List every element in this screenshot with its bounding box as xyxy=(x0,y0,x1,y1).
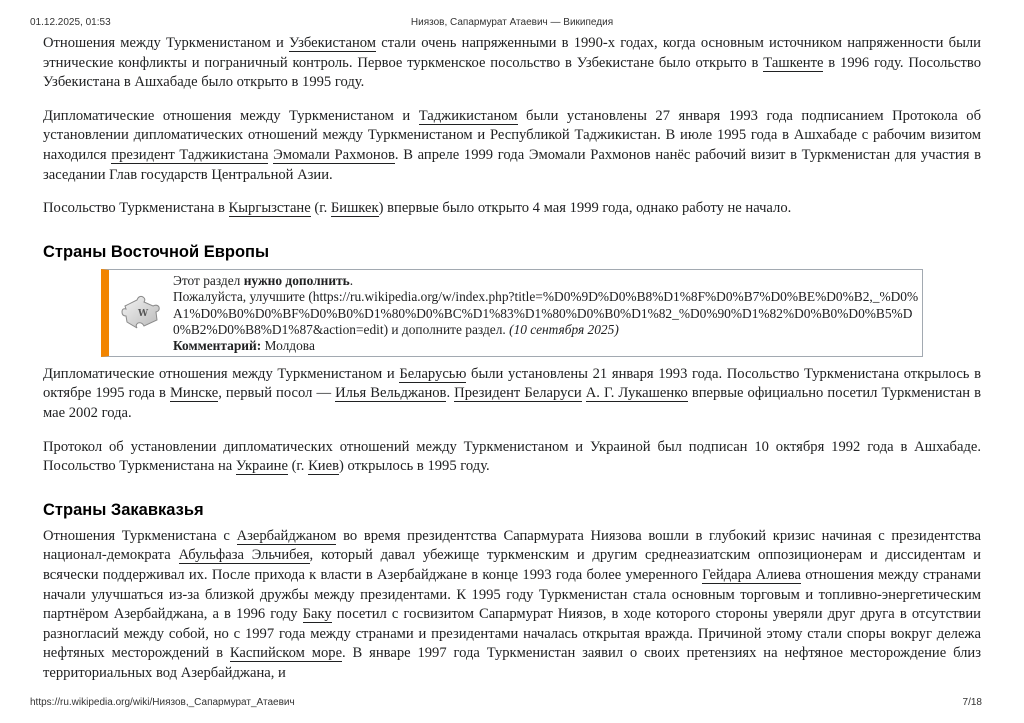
link-heydar-aliyev[interactable]: Гейдара Алиева xyxy=(702,566,801,583)
paragraph-kyrgyzstan: Посольство Туркменистана в Кыргызстане (г. Бишкек) впервые было открыто 4 мая 1999 года, однако работу не начало. xyxy=(43,200,792,217)
link-lukashenko[interactable]: А. Г. Лукашенко xyxy=(585,385,688,402)
print-footer xyxy=(0,697,1024,711)
print-page-number: 7/18 xyxy=(962,697,982,708)
link-kiev[interactable]: Киев xyxy=(308,458,339,475)
link-minsk[interactable]: Минске xyxy=(169,385,219,402)
notice-comment-value: Молдова xyxy=(261,338,315,354)
article-content xyxy=(43,34,981,697)
notice-edit-request[interactable]: Пожалуйста, улучшите (https://ru.wikipedia.org/w/index.php?title=%D0%9D%D0%B8%D1%8F%D0%B7%D0%BE%D0%B2,_%D0%A1%D0%B0%D0%BF%D0%B0%D1%80%D0%BC%D1%83%D1%80%D0%B0%D1%82_%D0%90%D1%82%D0%B0%D0%B5%D0%B2%D0%B8%D1%87&action=edit) и дополните раздел. xyxy=(173,289,919,337)
print-datetime: 01.12.2025, 01:53 xyxy=(30,17,111,28)
link-belarus[interactable]: Беларусью xyxy=(399,365,467,382)
link-tajikistan[interactable]: Таджикистаном xyxy=(418,107,518,124)
link-ukraine[interactable]: Украине xyxy=(235,458,288,475)
link-azerbaijan[interactable]: Азербайджаном xyxy=(236,527,337,544)
svg-text:W: W xyxy=(138,308,149,319)
link-emomali-rahmonov[interactable]: Эмомали Рахмонов xyxy=(273,146,395,163)
print-page-title: Ниязов, Сапармурат Атаевич — Википедия xyxy=(410,17,614,28)
link-caspian-sea[interactable]: Каспийском море xyxy=(229,645,343,662)
link-ilya-veldzhanov[interactable]: Илья Вельджанов xyxy=(335,385,447,402)
link-kyrgyzstan[interactable]: Кыргызстане xyxy=(228,200,311,217)
notice-text: Этот раздел нужно дополнить. Пожалуйста, улучшите (https://ru.wikipedia.org/w/index.php?title=%D0%9D%D0%B8%D1%8F%D0%B7%D0%BE%D0%B2,_%D0%A1%D0%B0%D0%BF%D0%B0%D1%80%D0%BC%D1%83%D1%80%D0%B0%D1%82_%D0%90%D1%82%D0%B0%D0%B5%D0%B2%D0%B8%D1%87&action=edit) и дополните раздел. (10 сентября 2025) Комментарий: Молдова xyxy=(173,272,919,354)
link-president-tajikistan[interactable]: президент Таджикистана xyxy=(111,146,269,163)
puzzle-piece-icon xyxy=(119,292,163,330)
link-baku[interactable]: Баку xyxy=(302,606,332,623)
notice-comment-label: Комментарий: xyxy=(173,338,262,354)
paragraph-uzbekistan: Отношения между Туркменистаном и Узбекистаном стали очень напряженными в 1990-х годах, когда основным источником напряженности были этнические конфликты и пограничный контроль. Первое туркменское посольство в Узбекистане было открыто в Ташкенте в 1996 году. Посольство Узбекистана в Ашхабаде было открыто в 1995 году. xyxy=(43,35,981,91)
paragraph-azerbaijan: Отношения Туркменистана с Азербайджаном во время президентства Сапармурата Ниязова вошли в глубокий кризис начиная с президентства национал-демократа Абульфаза Эльчибея, который давал убежище туркменским и другим среднеазиатским оппозиционерам и диссидентам и всячески поддерживал их. После прихода к власти в Азербайджане в конце 1993 года более умеренного Гейдара Алиева отношения между странами начали улучшаться из-за близкой дружбы между президентами. К 1995 году Туркменистан стала основным торговым и топливно-энергетическим партнёром Азербайджана, а в 1996 году Баку посетил с госвизитом Сапармурат Ниязов, в ходе которого стороны уверяли друг друга в отсутствии разногласий между собой, но с 1997 года между странами и президентами началась открытая вражда. Причиной этому стали споры вокруг дележа нефтяных месторождений в Каспийском море. В январе 1997 года Туркменистан заявил о своих претензиях на нефтяное месторождение близ территориальных вод Азербайджана, и xyxy=(43,527,981,681)
heading-transcaucasia: Страны Закавказья xyxy=(43,500,204,519)
paragraph-ukraine: Протокол об установлении дипломатических отношений между Туркменистаном и Украиной был подписан 10 октября 1992 года в Ашхабаде. Посольство Туркменистана на Украине (г. Киев) открылось в 1995 году. xyxy=(43,438,981,475)
print-header xyxy=(0,17,1024,31)
link-bishkek[interactable]: Бишкек xyxy=(330,200,379,217)
notice-date: (10 сентября 2025) xyxy=(509,321,619,337)
heading-eastern-europe: Страны Восточной Европы xyxy=(43,242,270,261)
link-president-belarus[interactable]: Президент Беларуси xyxy=(454,385,582,402)
paragraph-belarus: Дипломатические отношения между Туркменистаном и Беларусью были установлены 21 января 1993 года. Посольство Туркменистана открылось в октябре 1995 года в Минске, первый посол — Илья Вельджанов. Президент Беларуси А. Г. Лукашенко впервые официально посетил Туркменистан в мае 2002 года. xyxy=(43,365,981,421)
print-url: https://ru.wikipedia.org/wiki/Ниязов,_Сапармурат_Атаевич xyxy=(30,697,295,708)
paragraph-tajikistan: Дипломатические отношения между Туркменистаном и Таджикистаном были установлены 27 января 1993 года подписанием Протокола об установлении дипломатических отношений между Туркменистаном и Республикой Таджикистан. В июле 1995 года в Ашхабаде с рабочим визитом находился президент Таджикистана Эмомали Рахмонов. В апреле 1999 года Эмомали Рахмонов нанёс рабочий визит в Туркменистан для участия в заседании Глав государств Центральной Азии. xyxy=(43,107,981,183)
link-uzbekistan[interactable]: Узбекистаном xyxy=(289,35,377,51)
notice-bold: нужно дополнить xyxy=(243,272,350,288)
expand-section-notice xyxy=(101,269,923,357)
link-abulfaz-elchibey[interactable]: Абульфаза Эльчибея xyxy=(178,547,310,564)
link-tashkent[interactable]: Ташкенте xyxy=(763,54,824,71)
